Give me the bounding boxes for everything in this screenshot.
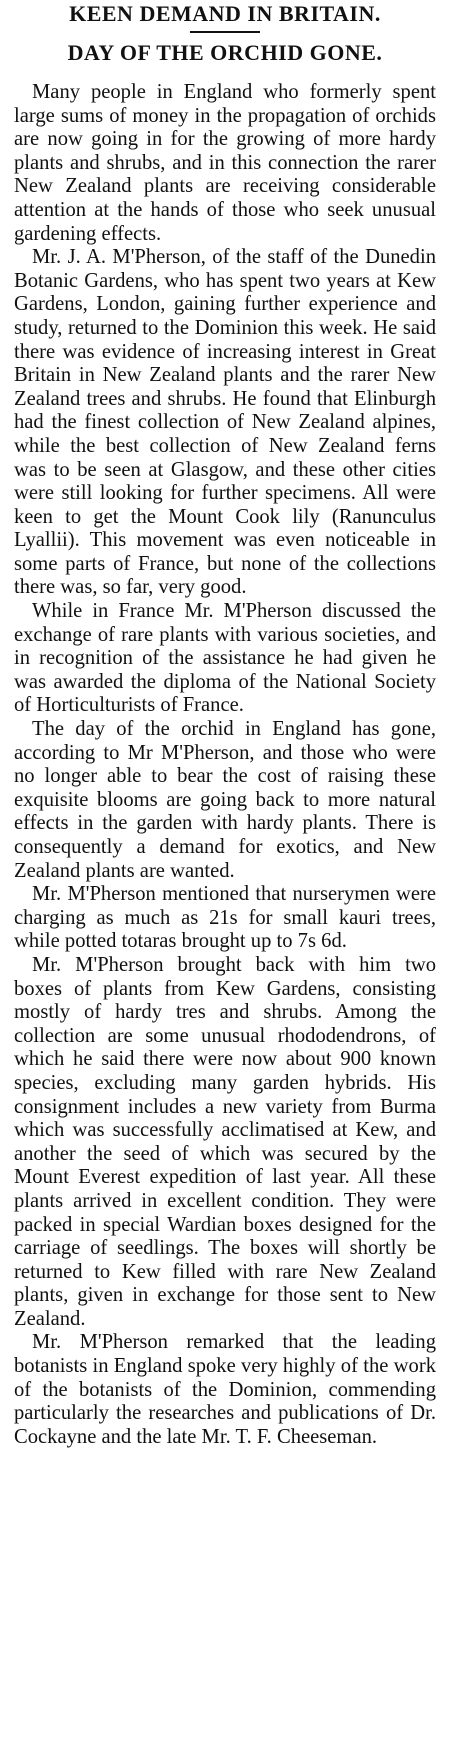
paragraph: Mr. M'Pherson brought back with him two boxes of plants from Kew Gardens, consisting mostly of hardy tres and shrubs. Among the collection are some unusual rhododendrons, of which he said there were now about 900 known species, excluding many garden hybrids. His consignment includes a new variety from Burma which was successfully acclimatised at Kew, and another the seed of which was secured by the Mount Everest expedition of last year. All these plants arrived in excellent condition. They were packed in special Wardian boxes designed for the carriage of seedlings. The boxes will shortly be returned to Kew filled with rare New Zealand plants, given in exchange for those sent to New Zealand.	[14, 953, 436, 1330]
paragraph: Many people in England who formerly spent large sums of money in the propagation of orchids are now going in for the growing of more hardy plants and shrubs, and in this connection the rarer New Zealand plants are receiving considerable attention at the hands of those who seek unusual gardening effects.	[14, 81, 436, 245]
article-body	[14, 81, 436, 1449]
headline: KEEN DEMAND IN BRITAIN.	[69, 1, 381, 26]
paragraph: The day of the orchid in England has gone, according to Mr M'Pherson, and those who were no longer able to bear the cost of raising these exquisite blooms are going back to more natural effects in the garden with hardy plants. There is consequently a demand for exotics, and New Zealand plants are wanted.	[14, 718, 436, 882]
paragraph: Mr. M'Pherson mentioned that nurserymen were charging as much as 21s for small kauri trees, while potted totaras brought up to 7s 6d.	[14, 883, 436, 953]
paragraph: Mr. J. A. M'Pherson, of the staff of the Dunedin Botanic Gardens, who has spent two years at Kew Gardens, London, gaining further experience and study, returned to the Dominion this week. He said there was evidence of increasing interest in Great Britain in New Zealand plants and the rarer New Zealand trees and shrubs. He found that Elinburgh had the finest collection of New Zealand alpines, while the best collection of New Zealand ferns was to be seen at Glasgow, and these other cities were still looking for further specimens. All were keen to get the Mount Cook lily (Ranunculus Lyallii). This movement was even noticeable in some parts of France, but none of the collections there was, so far, very good.	[14, 246, 436, 599]
paragraph: Mr. M'Pherson remarked that the leading botanists in England spoke very highly of the work of the botanists of the Dominion, commending particularly the researches and publications of Dr. Cockayne and the late Mr. T. F. Cheeseman.	[14, 1331, 436, 1448]
headline-divider	[190, 31, 260, 33]
paragraph: While in France Mr. M'Pherson discussed the exchange of rare plants with various societies, and in recognition of the assistance he had given he was awarded the diploma of the National Society of Horticulturists of France.	[14, 600, 436, 717]
subheadline: DAY OF THE ORCHID GONE.	[67, 40, 383, 65]
